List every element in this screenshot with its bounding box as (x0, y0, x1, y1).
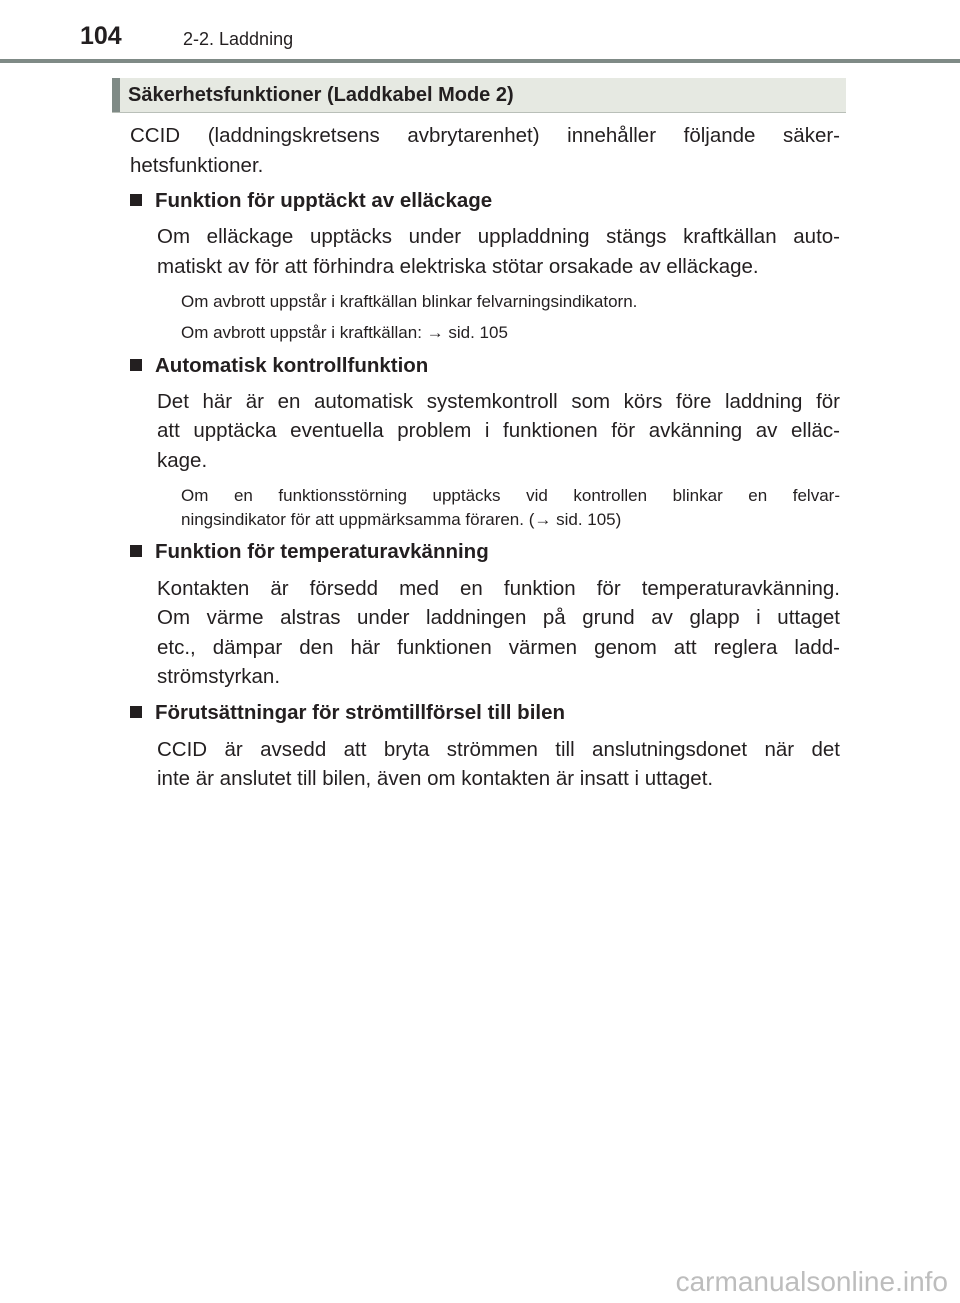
item-heading: Funktion för temperaturavkänning (130, 540, 489, 564)
intro-line: CCID (laddningskretsens avbrytarenhet) innehåller följande säker- (130, 124, 840, 147)
item-heading: Automatisk kontrollfunktion (130, 354, 428, 378)
note-line: Om avbrott uppstår i kraftkällan: → sid. 105 (181, 323, 508, 342)
body-line: Kontakten är försedd med en funktion för temperaturavkänning. (157, 577, 840, 600)
body-line: att upptäcka eventuella problem i funktionen för avkänning av elläc- (157, 419, 840, 442)
body-line: Det här är en automatisk systemkontroll som körs före laddning för (157, 390, 840, 413)
section-header-bar (112, 78, 120, 112)
note-line: ningsindikator för att uppmärksamma föraren. (→ sid. 105) (181, 510, 622, 529)
body-line: matiskt av för att förhindra elektriska stötar orsakade av elläckage. (157, 255, 759, 278)
watermark: carmanualsonline.info (675, 1266, 948, 1297)
note-line: Om avbrott uppstår i kraftkällan blinkar felvarningsindikatorn. (181, 292, 638, 311)
body-line: CCID är avsedd att bryta strömmen till anslutningsdonet när det (157, 738, 840, 761)
square-bullet-icon (130, 359, 142, 371)
page-number: 104 (80, 22, 122, 50)
square-bullet-icon (130, 706, 142, 718)
body-line: kage. (157, 449, 208, 472)
item-heading: Förutsättningar för strömtillförsel till bilen (130, 701, 565, 725)
chapter-title: 2-2. Laddning (183, 29, 294, 49)
body-line: inte är anslutet till bilen, även om kontakten är insatt i uttaget. (157, 767, 714, 790)
body-line: Om värme alstras under laddningen på grund av glapp i uttaget (157, 606, 840, 629)
item-heading: Funktion för upptäckt av elläckage (130, 189, 492, 213)
square-bullet-icon (130, 194, 142, 206)
square-bullet-icon (130, 545, 142, 557)
header-rule (0, 59, 960, 63)
section-title: Säkerhetsfunktioner (Laddkabel Mode 2) (128, 84, 514, 106)
body-line: Om elläckage upptäcks under uppladdning stängs kraftkällan auto- (157, 225, 840, 248)
note-line: Om en funktionsstörning upptäcks vid kontrollen blinkar en felvar- (181, 486, 840, 505)
intro-line: hetsfunktioner. (130, 154, 264, 177)
body-line: etc., dämpar den här funktionen värmen genom att reglera ladd- (157, 636, 840, 659)
body-line: strömstyrkan. (157, 665, 281, 688)
section-header (112, 78, 846, 113)
